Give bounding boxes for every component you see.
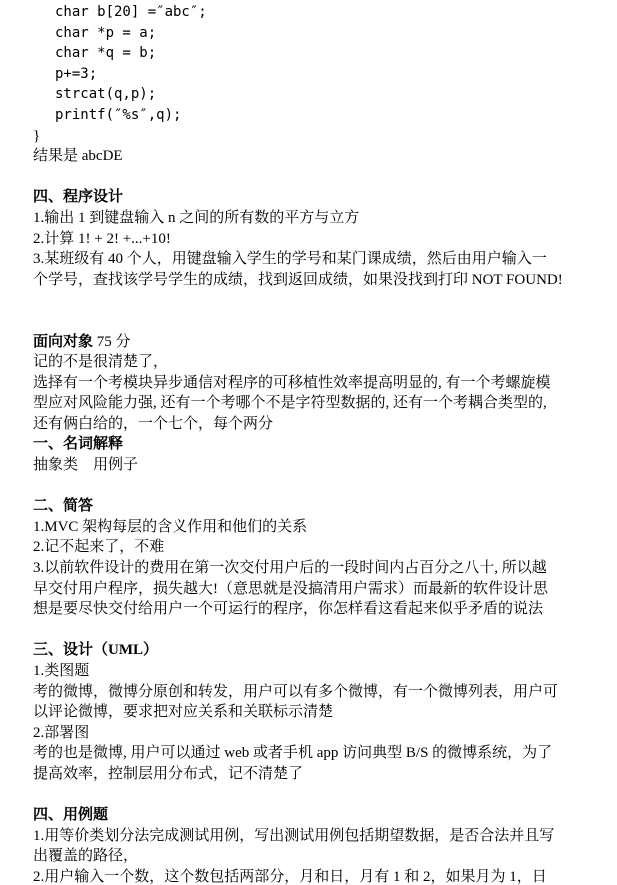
text-line: 还有俩白给的，一个七个，每个两分 [33,415,274,432]
heading-line: 一、名词解释 [33,436,124,453]
text-line: 2.计算 1! + 2! +...+10! [33,230,171,247]
text-line: 想是要尽快交付给用户一个可运行的程序，你怎样看这看起来似乎矛盾的说法 [33,601,544,618]
text-line: 提高效率，控制层用分布式，记不清楚了 [33,765,304,782]
heading-line: 三、设计（UML） [33,642,158,659]
text-line: 1.用等价类划分法完成测试用例，写出测试用例包括期望数据，是否合法并且写 [33,827,555,844]
text-line: 记的不是很清楚了， [33,354,169,371]
text-line: 考的微博，微博分原创和转发，用户可以有多个微博，有一个微博列表，用户可 [33,683,559,700]
text-line: 早交付用户程序，损失越大!（意思就是没搞清用户需求）而最新的软件设计思 [33,580,548,597]
code-line: printf(″%s″,q); [55,106,182,123]
heading-line: 四、用例题 [33,807,109,824]
text-line: 出覆盖的路径， [33,848,139,865]
text-line: } [33,127,41,144]
text-line: 结果是 abcDE [33,148,123,165]
code-line: strcat(q,p); [55,86,157,103]
blank-line [33,476,589,497]
text-line: 选择有一个考模块异步通信对程序的可移植性效率提高明显的, 有一个考螺旋模 [33,374,551,391]
text-line: 考的也是微博, 用户可以通过 web 或者手机 app 访问典型 B/S 的微博系统，为了 [33,745,553,762]
code-line: p+=3; [55,65,98,82]
blank-line [33,290,589,311]
heading-run: 75 分 [93,333,131,350]
heading-line: 四、程序设计 [33,189,124,206]
text-line: 2.用户输入一个数，这个数包括两部分，月和日，月有 1 和 2，如果月为 1，日 [33,868,547,885]
text-line: 以评论微博，要求把对应关系和关联标示清楚 [33,704,334,721]
text-line: 1.输出 1 到键盘输入 n 之间的所有数的平方与立方 [33,209,360,226]
text-line: 3.以前软件设计的费用在第一次交付用户后的一段时间内占百分之八十, 所以越 [33,560,547,577]
blank-line [33,167,589,188]
text-line: 型应对风险能力强, 还有一个考哪个不是字符型数据的, 还有一个考耦合类型的, [33,395,547,412]
code-line: char *p = a; [55,24,157,41]
code-line: char *q = b; [55,45,157,62]
text-line: 3.某班级有 40 个人，用键盘输入学生的学号和某门课成绩，然后由用户输入一 [33,251,547,268]
heading-line: 二、简答 [33,498,94,515]
heading-run: 面向对象 [33,333,94,350]
blank-line [33,785,589,806]
blank-line [33,311,589,332]
text-line: 个学号，查找该学号学生的成绩，找到返回成绩，如果没找到打印 NOT FOUND! [33,271,563,288]
text-line: 2.部署图 [33,724,90,741]
text-line: 1.MVC 架构每层的含义作用和他们的关系 [33,518,308,535]
text-line: 1.类图题 [33,663,90,679]
text-line: 2.记不起来了，不难 [33,539,165,556]
text-line: 抽象类 用例子 [33,457,139,474]
code-line: char b[20] =″abc″; [55,4,207,20]
blank-line [33,620,589,641]
heading-line [33,332,589,353]
